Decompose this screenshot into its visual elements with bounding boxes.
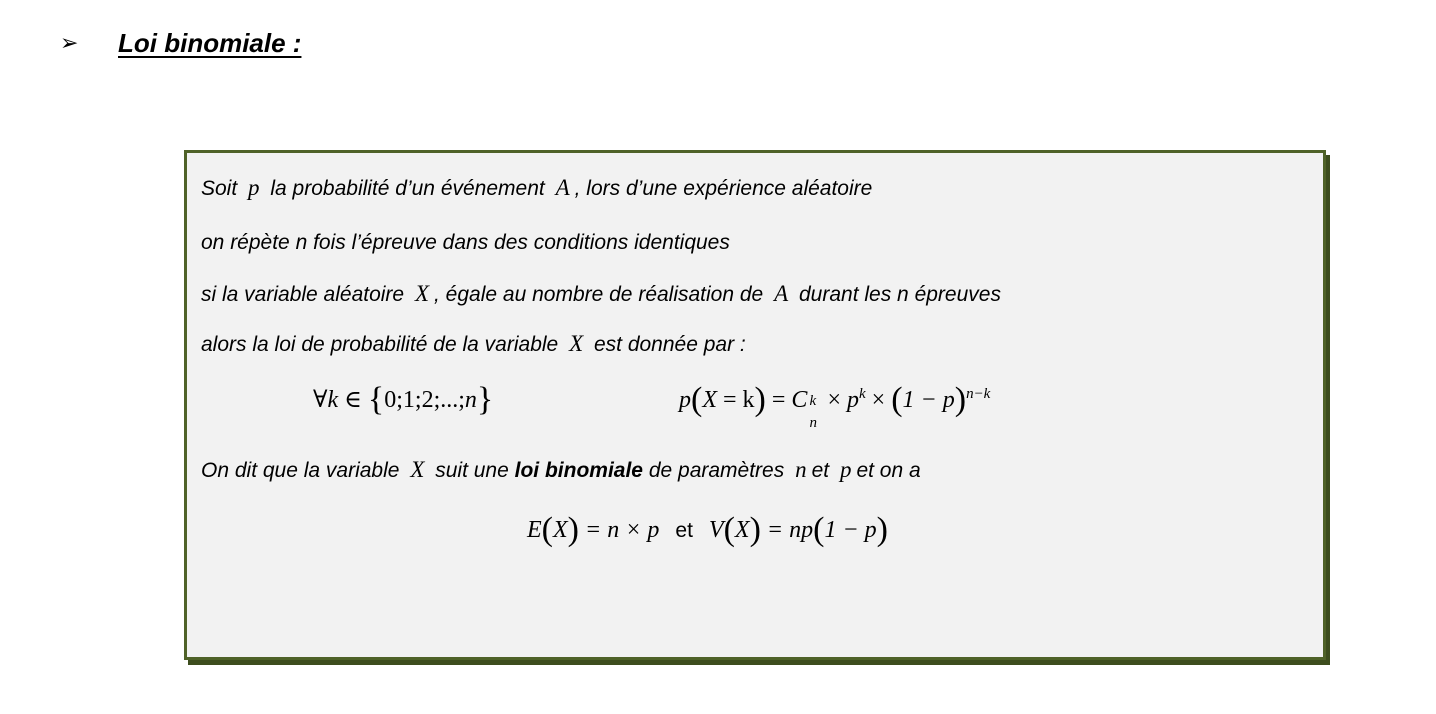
expectation-value: = n × p [585, 517, 660, 543]
math-a: A [555, 175, 570, 200]
definition-line-5 [201, 457, 921, 483]
forall-symbol: ∀ [313, 387, 328, 413]
right-paren: ) [749, 511, 761, 548]
formula-binomial-probability [679, 381, 991, 431]
math-c: C [791, 387, 808, 413]
math-n: n [464, 387, 477, 413]
math-e: E [527, 517, 542, 543]
section-title: Loi binomiale : [118, 28, 302, 58]
math-x: X [702, 387, 717, 413]
left-paren: ( [723, 511, 735, 548]
math-x: X [414, 281, 430, 306]
one-minus-p: 1 − p [824, 517, 877, 543]
exponent-n-minus-k: n−k [966, 386, 991, 402]
math-a: A [774, 281, 789, 306]
math-x: X [569, 331, 584, 356]
text-parametres: de paramètres [648, 459, 785, 482]
text-egale: , égale au nombre de réalisation de [434, 283, 764, 306]
text-on-dit: On dit que la variable [201, 459, 400, 482]
math-p: p [679, 387, 691, 413]
left-paren: ( [891, 381, 903, 418]
math-x: X [734, 517, 750, 543]
text-probabilite: la probabilité d’un événement [270, 177, 545, 200]
text-suit-une: suit une [435, 459, 509, 482]
text-variable-aleatoire: si la variable aléatoire [201, 283, 405, 306]
subscript-n: n [809, 415, 817, 431]
math-x: X [553, 517, 568, 543]
left-paren: ( [691, 381, 703, 418]
text-loi: alors la loi de probabilité de la variable [201, 333, 559, 356]
text-donnee: est donnée par : [593, 333, 746, 356]
element-of-symbol: ∈ [344, 387, 362, 413]
math-x: X [410, 457, 425, 482]
right-paren: ) [876, 511, 888, 548]
text-et: et [675, 519, 693, 542]
math-n: n [795, 457, 807, 482]
definition-line-3 [201, 281, 1001, 307]
text-et-on-a: et on a [856, 459, 921, 482]
left-brace: { [367, 381, 385, 418]
set-values: 0;1;2;...; [384, 387, 465, 413]
math-k: k [327, 387, 339, 413]
definition-box [184, 150, 1326, 660]
formula-expectation-variance [527, 511, 888, 549]
definition-line-2: on répète n fois l’épreuve dans des conditions identiques [201, 231, 730, 254]
math-p: p [248, 175, 260, 200]
left-paren: ( [813, 511, 825, 548]
bold-term-loi-binomiale: loi binomiale [514, 459, 643, 482]
formula-domain [313, 381, 493, 419]
math-v: V [708, 517, 724, 543]
times-sign: × [827, 387, 841, 413]
section-heading [60, 28, 301, 59]
text-experience: , lors d’une expérience aléatoire [574, 177, 873, 200]
text-epreuves: durant les n épreuves [799, 283, 1001, 306]
one-minus-p: 1 − p [902, 387, 955, 413]
right-paren: ) [567, 511, 579, 548]
math-p: p [846, 387, 859, 413]
superscript-k: k [809, 393, 817, 409]
right-paren: ) [754, 381, 766, 418]
right-paren: ) [954, 381, 967, 418]
superscript-k: k [858, 386, 866, 402]
arrow-bullet-icon: ➢ [60, 30, 79, 56]
text-soit: Soit [201, 177, 238, 200]
definition-line-4 [201, 331, 746, 357]
equals-sign: = [771, 387, 786, 413]
times-sign: × [871, 387, 886, 413]
right-brace: } [476, 381, 494, 418]
text-et: et [811, 459, 830, 482]
equals-k: = k [723, 387, 755, 413]
left-paren: ( [541, 511, 553, 548]
math-p: p [839, 457, 852, 482]
definition-line-1 [201, 175, 872, 201]
variance-value: = np [766, 517, 814, 543]
